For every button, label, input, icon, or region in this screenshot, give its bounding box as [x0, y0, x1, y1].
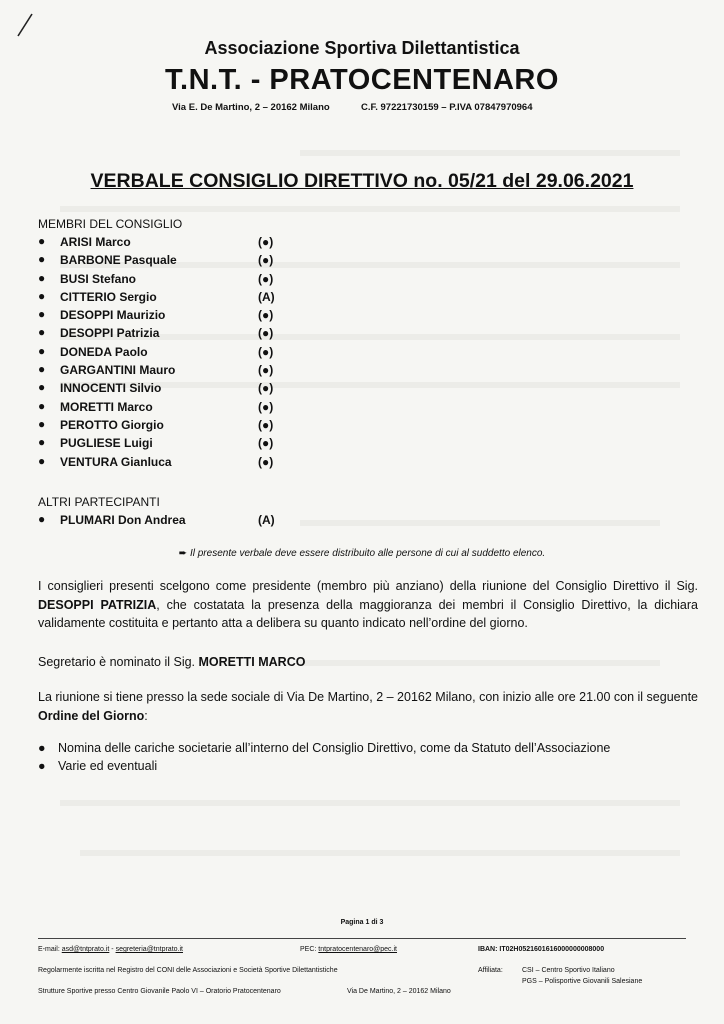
bullet-icon: ●	[38, 362, 46, 377]
bullet-icon: ●	[38, 343, 46, 358]
member-name: BUSI Stefano	[60, 271, 137, 286]
member-name: VENTURA Gianluca	[60, 454, 172, 469]
member-name: GARGANTINI Mauro	[60, 363, 176, 378]
participant-status: (A)	[258, 513, 275, 527]
footer-divider	[38, 938, 686, 939]
agenda-heading: Ordine del Giorno	[38, 708, 145, 723]
member-name: INNOCENTI Silvio	[60, 381, 162, 396]
footer-facilities-address: Via De Martino, 2 – 20162 Milano	[347, 988, 451, 995]
paragraph-meeting: La riunione si tiene presso la sede sociale di Via De Martino, 2 – 20162 Milano, con inizio alle ore 21.00 con il seguente Ordine del Giorno:	[38, 690, 698, 723]
member-status: (●)	[258, 363, 274, 378]
footer-pec: PEC: tntpratocentenaro@pec.it	[300, 946, 398, 953]
footer-iban: IBAN: IT02H0521601616000000008000	[478, 946, 605, 953]
list-item	[38, 326, 438, 344]
member-status: (A)	[258, 289, 275, 304]
bullet-icon: ●	[38, 435, 46, 450]
president-name: DESOPPI PATRIZIA	[38, 597, 157, 612]
bullet-icon: ●	[38, 512, 46, 526]
pen-mark-icon	[14, 10, 38, 40]
member-status: (●)	[258, 436, 274, 451]
agenda-item: Nomina delle cariche societarie all’interno del Consiglio Direttivo, come da Statuto dell’Associazione	[58, 741, 611, 755]
bullet-icon: ●	[38, 325, 46, 340]
footer-affiliate-pgs: PGS – Polisportive Giovanili Salesiane	[522, 978, 643, 985]
member-status: (●)	[258, 399, 274, 414]
member-name: DESOPPI Maurizio	[60, 308, 166, 323]
member-name: DESOPPI Patrizia	[60, 326, 160, 341]
bullet-icon: ●	[38, 307, 46, 322]
list-item	[38, 513, 438, 531]
bullet-icon: ●	[38, 270, 46, 285]
member-status: (●)	[258, 417, 274, 432]
bullet-icon: ●	[38, 453, 46, 468]
member-name: DONEDA Paolo	[60, 344, 148, 359]
bullet-icon: ●	[38, 252, 46, 267]
others-list	[38, 513, 438, 531]
email-link[interactable]: asd@tntprato.it	[61, 946, 110, 953]
pec-link[interactable]: tntpratocentenaro@pec.it	[318, 946, 398, 953]
list-item	[38, 363, 438, 381]
email-link[interactable]: segreteria@tntprato.it	[115, 946, 183, 953]
list-item	[38, 418, 438, 436]
list-item	[38, 381, 438, 399]
bullet-icon: ●	[38, 759, 46, 773]
member-name: BARBONE Pasquale	[60, 253, 177, 268]
member-name: MORETTI Marco	[60, 399, 153, 414]
org-line: Associazione Sportiva Dilettantistica	[204, 38, 520, 58]
member-status: (●)	[258, 271, 274, 286]
bullet-icon: ●	[38, 234, 46, 248]
document-title: VERBALE CONSIGLIO DIRETTIVO no. 05/21 del 29.06.2021	[90, 170, 634, 192]
agenda-list	[38, 741, 698, 777]
bullet-icon: ●	[38, 741, 46, 755]
footer-registry: Regolarmente iscritta nel Registro del CONI delle Associazioni e Società Sportive Dilettantistiche	[38, 967, 338, 974]
members-list	[38, 235, 438, 473]
member-status: (●)	[258, 235, 274, 249]
list-item	[38, 759, 698, 777]
org-name: T.N.T. - PRATOCENTENARO	[165, 64, 559, 96]
list-item	[38, 741, 698, 759]
list-item	[38, 436, 438, 454]
member-status: (●)	[258, 308, 274, 323]
member-status: (●)	[258, 326, 274, 341]
member-name: ARISI Marco	[60, 235, 131, 249]
agenda-item: Varie ed eventuali	[58, 759, 158, 773]
footer-affiliate-csi: CSI – Centro Sportivo Italiano	[522, 967, 615, 974]
others-heading: ALTRI PARTECIPANTI	[38, 495, 160, 509]
bullet-icon: ●	[38, 416, 46, 431]
list-item	[38, 308, 438, 326]
list-item	[38, 290, 438, 308]
member-status: (●)	[258, 344, 274, 359]
footer-affiliate-label: Affiliata:	[478, 967, 503, 974]
list-item	[38, 400, 438, 418]
bullet-icon: ●	[38, 398, 46, 413]
member-status: (●)	[258, 381, 274, 396]
member-name: PEROTTO Giorgio	[60, 417, 164, 432]
bullet-icon: ●	[38, 380, 46, 395]
member-name: CITTERIO Sergio	[60, 289, 157, 304]
arrow-right-icon: ➨	[178, 548, 190, 559]
members-heading: MEMBRI DEL CONSIGLIO	[38, 217, 183, 231]
footer-email: E-mail: asd@tntprato.it - segreteria@tntprato.it	[38, 946, 183, 953]
page-number: Pagina 1 di 3	[340, 919, 384, 926]
bullet-icon: ●	[38, 288, 46, 303]
distribution-note: ➨ Il presente verbale deve essere distribuito alle persone di cui al suddetto elenco.	[178, 548, 546, 559]
secretary-name: MORETTI MARCO	[198, 655, 306, 669]
participant-name: PLUMARI Don Andrea	[60, 513, 186, 527]
org-address: Via E. De Martino, 2 – 20162 Milano	[172, 102, 330, 113]
paragraph-president: I consiglieri presenti scelgono come presidente (membro più anziano) della riunione del Consiglio Direttivo il Sig. DESOPPI PATRIZIA, che costatata la presenza della maggioranza dei membri il Consiglio Direttivo, la dichiara validamente costituita e pertanto atta a delibera su quanto indicato nell’ordine del giorno.	[38, 579, 698, 630]
list-item	[38, 253, 438, 271]
member-name: PUGLIESE Luigi	[60, 436, 153, 451]
org-fiscal-codes: C.F. 97221730159 – P.IVA 07847970964	[361, 102, 533, 113]
paragraph-secretary: Segretario è nominato il Sig. MORETTI MARCO	[38, 655, 306, 669]
list-item	[38, 235, 438, 253]
list-item	[38, 345, 438, 363]
member-status: (●)	[258, 454, 274, 469]
footer-facilities: Strutture Sportive presso Centro Giovanile Paolo VI – Oratorio Pratocentenaro	[38, 988, 281, 995]
member-status: (●)	[258, 253, 274, 268]
list-item	[38, 272, 438, 290]
list-item	[38, 455, 438, 473]
